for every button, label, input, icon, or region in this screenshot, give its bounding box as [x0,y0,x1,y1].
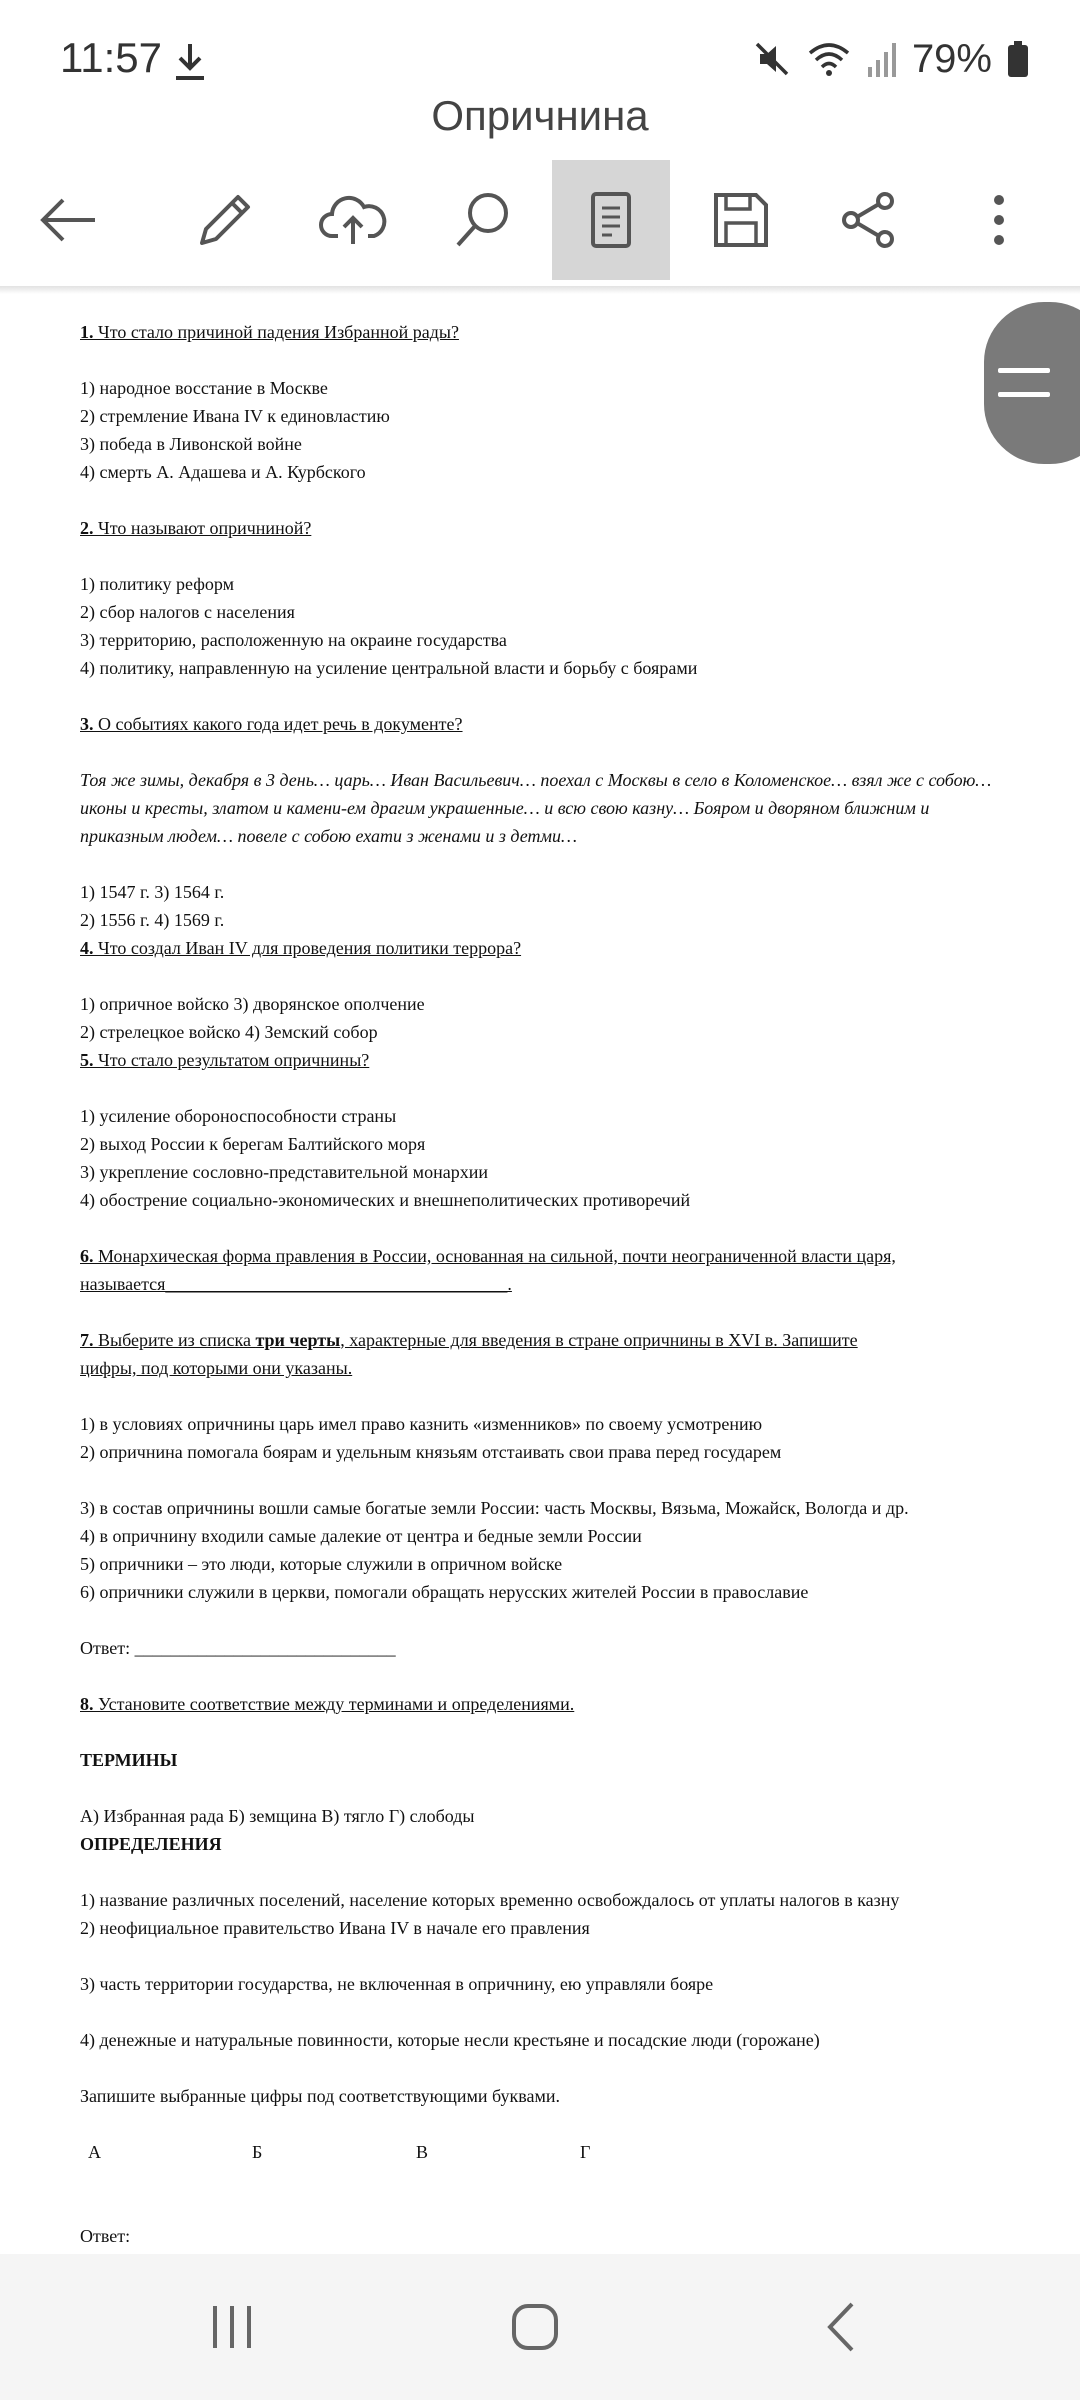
question-7-line2: цифры, под которыми они указаны. [80,1358,353,1378]
question-4: 4. Что создал Иван IV для проведения политики террора? [80,938,522,958]
option: 4) обострение социально-экономических и внешнеполитических противоречий [80,1190,691,1210]
option: 2) выход России к берегам Балтийского моря [80,1134,426,1154]
document-quote: Тоя же зимы, декабря в 3 день… царь… Иван Васильевич… поехал с Москвы в село в Коломенское… взял же с собою… иконы и кресты, златом и камени-ем драгим украшенные… и всю свою казну… Бояром и дворяном ближним и приказным людем… повеле с собою ехати з женами и з детми… [80,770,992,846]
cloud-upload-icon [318,192,388,248]
grip-line [998,392,1050,397]
option: 5) опричники – это люди, которые служили в опричном войске [80,1554,563,1574]
option: 4) смерть А. Адашева и А. Курбского [80,462,366,482]
letter: А [88,2142,101,2162]
recent-apps-button[interactable] [152,2254,312,2400]
question-6: 6. Монархическая форма правления в России, основанная на сильной, почти неограниченной власти царя, [80,1246,896,1266]
nav-back-button[interactable] [760,2254,920,2400]
option: 2) стрелецкое войско 4) Земский собор [80,1022,378,1042]
document-view-icon [589,190,633,250]
definition: 1) название различных поселений, население которых временно освобождалось от уплаты налогов в казну [80,1890,900,1910]
question-8: 8. Установите соответствие между терминами и определениями. [80,1694,575,1714]
option: 3) укрепление сословно-представительной монархии [80,1162,488,1182]
option: 3) победа в Ливонской войне [80,434,302,454]
option: 2) сбор налогов с населения [80,602,295,622]
terms-list: А) Избранная рада Б) земщина В) тягло Г) слободы [80,1806,475,1826]
option: 1) усиление обороноспособности страны [80,1106,397,1126]
toolbar-divider [0,286,1080,294]
definition: 4) денежные и натуральные повинности, которые несли крестьяне и посадские люди (горожане) [80,2030,820,2050]
download-icon [172,40,208,84]
question-1: 1. Что стало причиной падения Избранной рады? [80,322,459,342]
battery-percent: 79% [911,36,992,81]
pencil-icon [194,189,256,251]
option: 6) опричники служили в церкви, помогали обращать нерусских жителей России в православие [80,1582,809,1602]
document-page [80,318,1010,2250]
question-5: 5. Что стало результатом опричнины? [80,1050,370,1070]
edit-button[interactable] [166,160,284,280]
option: 4) в опричнину входили самые далекие от центра и бедные земли России [80,1526,642,1546]
option: 1) народное восстание в Москве [80,378,328,398]
more-options-icon [991,190,1007,250]
letter: Б [252,2142,263,2162]
option: 3) в состав опричнины вошли самые богатые земли России: часть Москвы, Вязьма, Можайск, Вологда и др. [80,1498,909,1518]
option: 2) опричнина помогала боярам и удельным князьям отстаивать свои права перед государем [80,1442,782,1462]
navigation-bar [0,2254,1080,2400]
option: 2) стремление Ивана IV к единовластию [80,406,390,426]
grip-line [998,368,1050,373]
save-button[interactable] [682,160,800,280]
home-icon [510,2302,560,2352]
share-icon [841,191,897,249]
letter: Г [580,2142,591,2162]
status-bar [0,0,1080,100]
terms-heading: ТЕРМИНЫ [80,1750,178,1770]
option: 1) политику реформ [80,574,234,594]
back-button[interactable] [10,160,128,280]
toolbar [0,160,1080,286]
page-view-button[interactable] [552,160,670,280]
more-options-button[interactable] [940,160,1058,280]
option: 1) 1547 г. 3) 1564 г. [80,882,225,902]
document-title: Опричнина [431,92,649,139]
letter: В [416,2142,429,2162]
option: 4) политику, направленную на усиление центральной власти и борьбу с боярами [80,658,698,678]
mute-icon [752,39,792,79]
final-answer-label: Ответ: [80,2226,131,2246]
answer-letters [80,2138,1010,2166]
question-7: 7. Выберите из списка три черты, характерные для введения в стране опричнины в XVI в. Запишите [80,1330,858,1350]
option: 1) опричное войско 3) дворянское ополчение [80,994,425,1014]
question-6-line2: называется______________________________________. [80,1274,512,1294]
back-icon [820,2300,860,2354]
share-button[interactable] [810,160,928,280]
instruction: Запишите выбранные цифры под соответствующими буквами. [80,2086,561,2106]
wifi-icon [806,39,852,79]
search-icon [452,189,514,251]
search-button[interactable] [424,160,542,280]
definition: 2) неофициальное правительство Ивана IV в начале его правления [80,1918,590,1938]
clock: 11:57 [60,34,162,81]
answer-line: Ответ: _____________________________ [80,1638,396,1658]
definition: 3) часть территории государства, не включенная в опричнину, ею управляли бояре [80,1974,714,1994]
back-arrow-icon [37,195,101,245]
option: 2) 1556 г. 4) 1569 г. [80,910,225,930]
option: 3) территорию, расположенную на окраине государства [80,630,507,650]
recent-apps-icon [207,2302,257,2352]
home-button[interactable] [455,2254,615,2400]
option: 1) в условиях опричнины царь имел право казнить «изменников» по своему усмотрению [80,1414,763,1434]
scroll-thumb[interactable] [984,302,1080,464]
battery-icon [1006,39,1030,79]
signal-icon [866,39,898,79]
cloud-upload-button[interactable] [294,160,412,280]
question-3: 3. О событиях какого года идет речь в документе? [80,714,463,734]
save-icon [712,191,770,249]
question-2: 2. Что называют опричниной? [80,518,312,538]
definitions-heading: ОПРЕДЕЛЕНИЯ [80,1834,222,1854]
